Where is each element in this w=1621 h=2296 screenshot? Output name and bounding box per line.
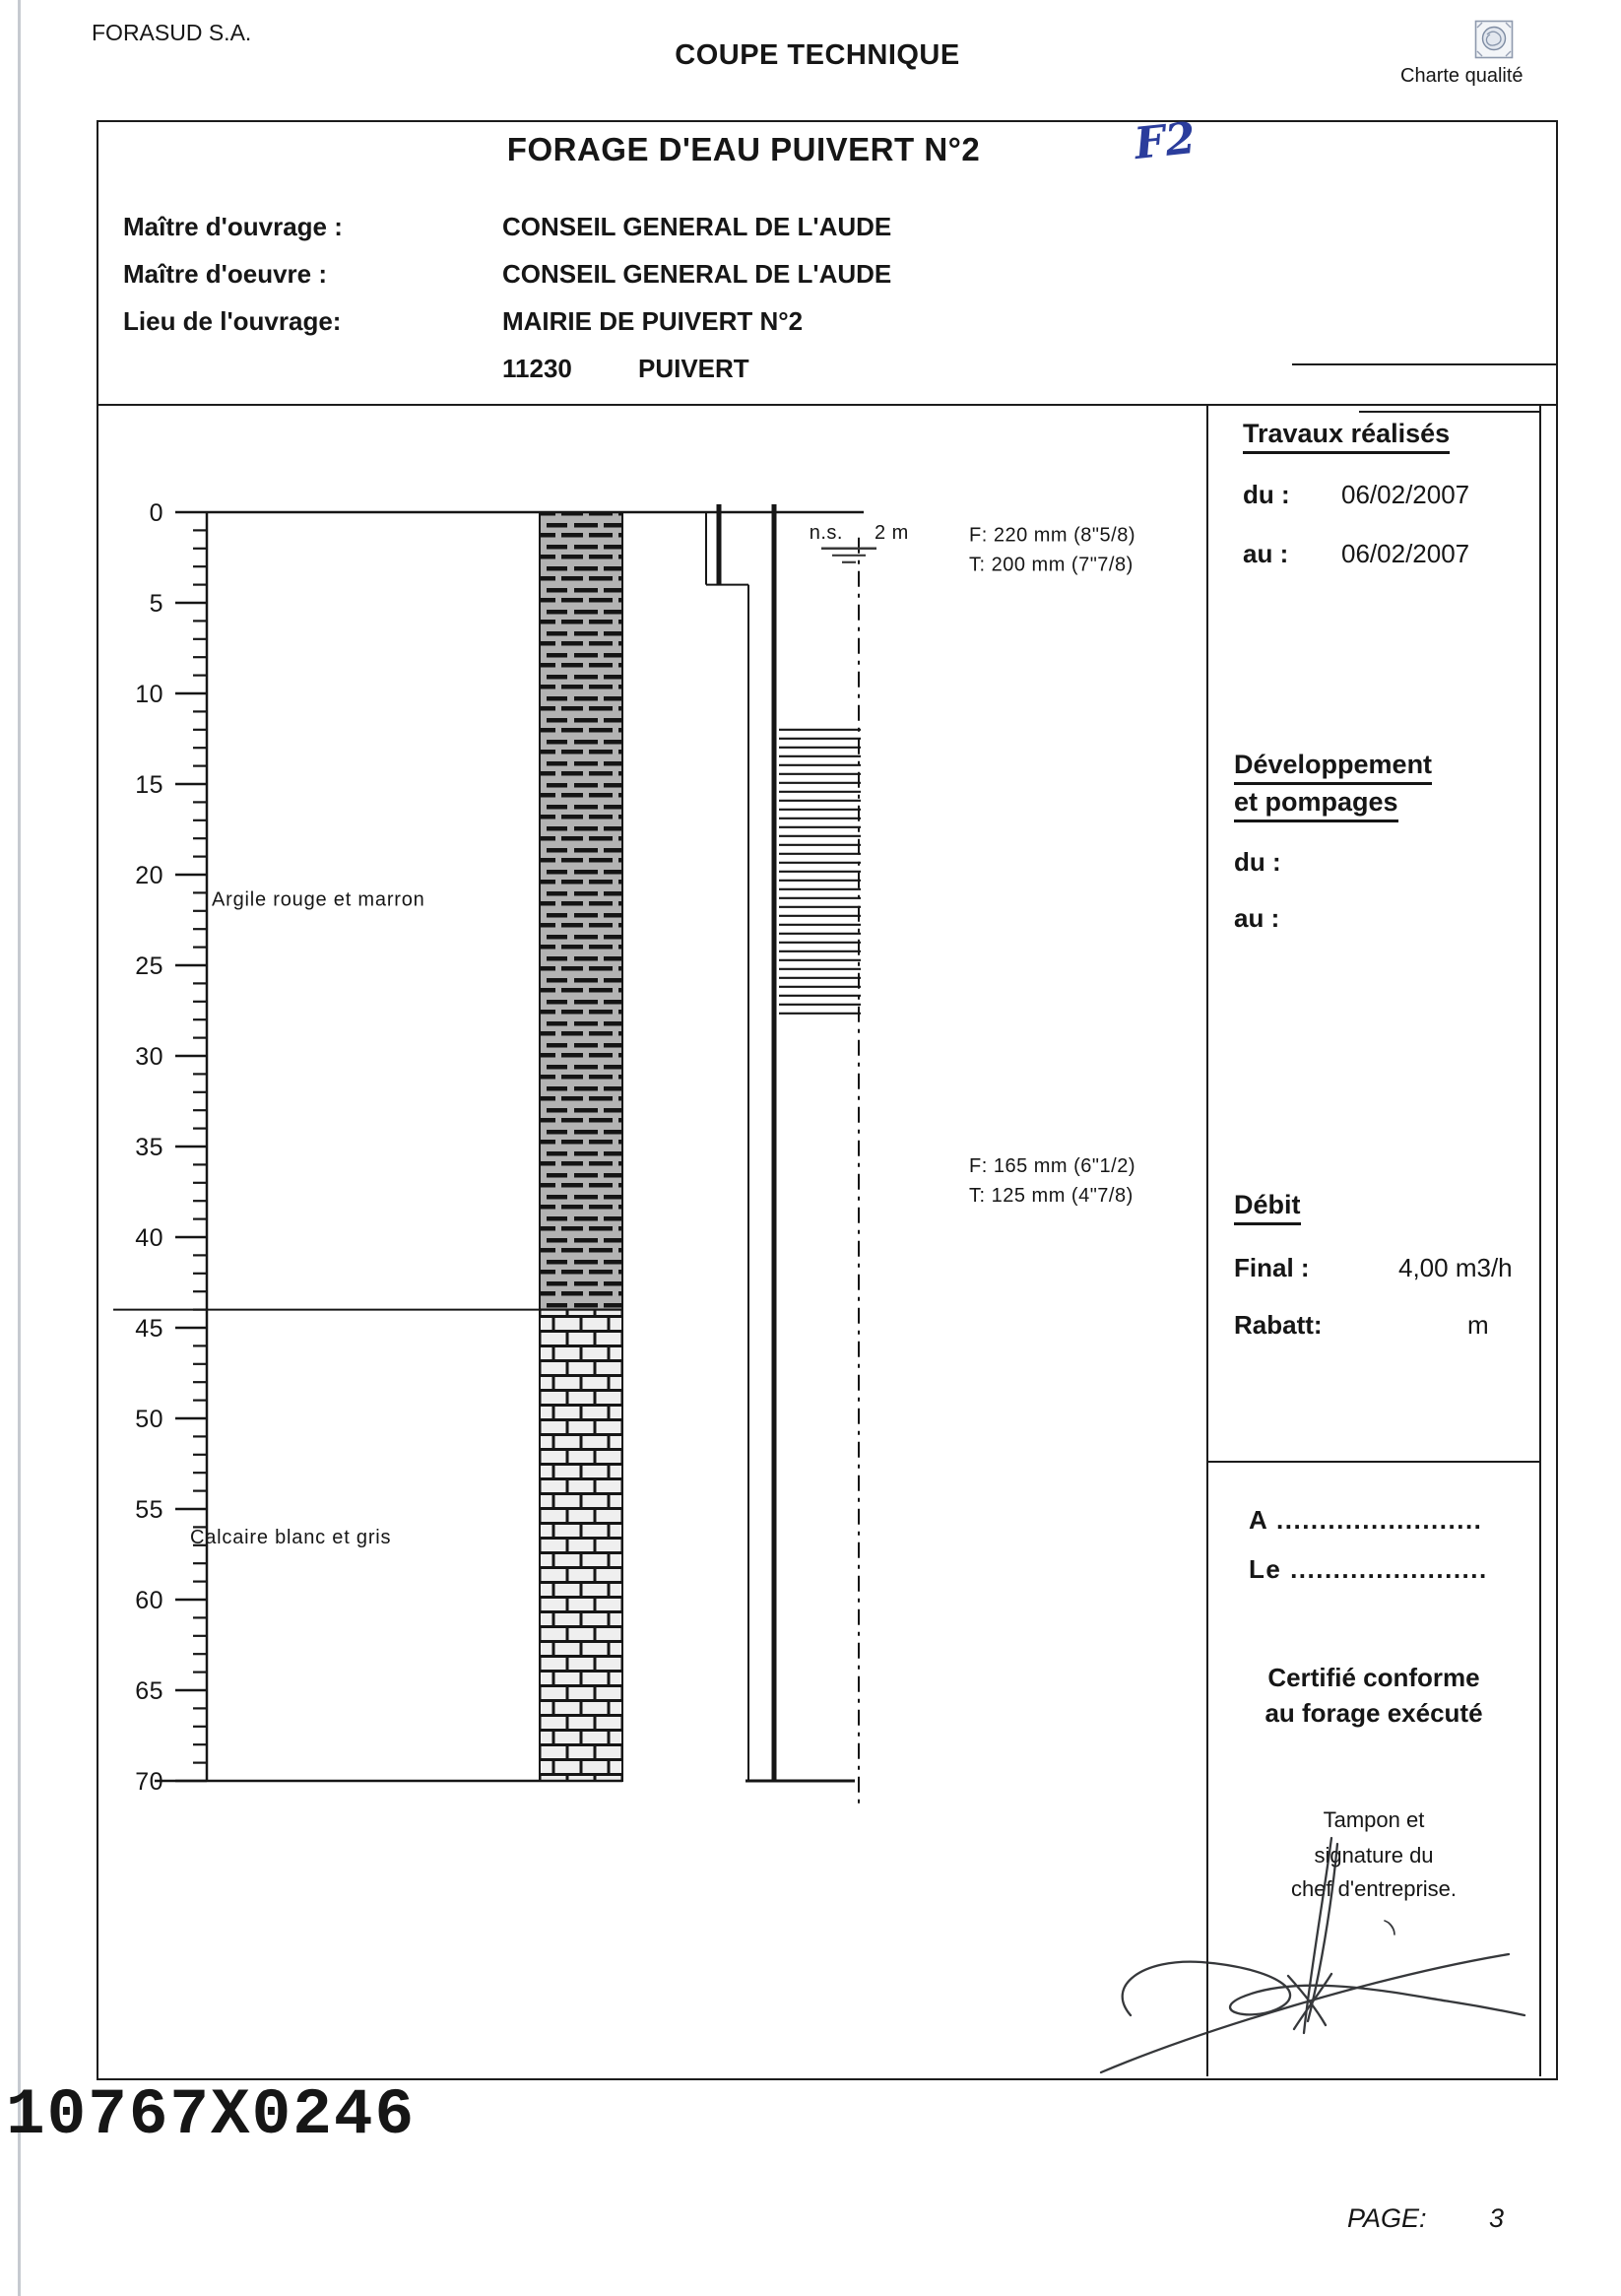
field-value-postal-code: 11230: [502, 354, 572, 383]
divider-artifact-line: [1292, 363, 1556, 365]
depth-scale: [135, 499, 207, 1796]
casing-annotation-line: F: 165 mm (6"1/2): [969, 1154, 1135, 1177]
document-code: 10767X0246: [6, 2078, 417, 2152]
quality-charter-label: Charte qualité: [1400, 65, 1524, 87]
depth-tick-label: 30: [135, 1043, 163, 1071]
field-value-maitre-ouvrage: CONSEIL GENERAL DE L'AUDE: [502, 212, 892, 241]
quality-stamp-icon: [1474, 20, 1514, 64]
certificate-le-line: Le .......................: [1249, 1554, 1488, 1584]
depth-tick-label: 25: [135, 952, 163, 980]
layer-label: Argile rouge et marron: [212, 888, 425, 911]
borehole-title: FORAGE D'EAU PUIVERT N°2: [506, 131, 981, 167]
layer-label: Calcaire blanc et gris: [190, 1526, 392, 1548]
stamp-note-line1: Tampon et: [1323, 1807, 1425, 1832]
depth-tick-label: 50: [135, 1406, 163, 1433]
depth-tick-label: 55: [135, 1496, 163, 1524]
depth-tick-label: 20: [135, 862, 163, 889]
debit-title-wrap: [1234, 1190, 1301, 1225]
depth-tick-label: 15: [135, 771, 163, 799]
dev-du-label: du :: [1234, 847, 1281, 877]
debit-rabatt-label: Rabatt:: [1234, 1310, 1323, 1340]
depth-tick-label: 10: [135, 681, 163, 708]
dev-title-line1: Développement: [1234, 750, 1432, 785]
document-title: COUPE TECHNIQUE: [675, 39, 960, 71]
layer-clay: [540, 512, 622, 1310]
travaux-au-value: 06/02/2007: [1341, 539, 1470, 568]
travaux-title-wrap: [1243, 419, 1450, 454]
depth-tick-label: 35: [135, 1134, 163, 1161]
debit-final-label: Final :: [1234, 1253, 1310, 1282]
field-label-maitre-ouvrage: Maître d'ouvrage :: [123, 212, 343, 241]
debit-title: Débit: [1234, 1190, 1301, 1225]
ns-label: n.s.: [809, 521, 843, 544]
field-value-lieu: MAIRIE DE PUIVERT N°2: [502, 306, 804, 336]
travaux-du-label: du :: [1243, 480, 1290, 509]
travaux-double-line: [1359, 411, 1539, 413]
travaux-du-value: 06/02/2007: [1341, 480, 1470, 509]
casing-annotation-line: F: 220 mm (8"5/8): [969, 524, 1135, 547]
depth-tick-label: 0: [149, 499, 163, 527]
casing-annotations: [969, 524, 1135, 1206]
depth-tick-label: 65: [135, 1677, 163, 1705]
ns-value: 2 m: [875, 521, 909, 544]
field-value-maitre-oeuvre: CONSEIL GENERAL DE L'AUDE: [502, 259, 892, 289]
casing-annotation-line: T: 125 mm (4"7/8): [969, 1184, 1134, 1207]
depth-tick-label: 70: [135, 1768, 163, 1796]
debit-rabatt-value: m: [1467, 1310, 1489, 1340]
stamp-note-line2: signature du: [1314, 1843, 1434, 1868]
field-label-maitre-oeuvre: Maître d'oeuvre :: [123, 259, 328, 289]
dev-title-line2-wrap: [1234, 787, 1398, 822]
certificate-line1: Certifié conforme: [1267, 1663, 1480, 1692]
page-label: PAGE:: [1347, 2203, 1427, 2233]
travaux-au-label: au :: [1243, 539, 1289, 568]
dev-title-line1-wrap: [1234, 750, 1432, 785]
handwritten-note: F2: [1132, 112, 1199, 170]
signature-box-top-line: [1206, 1461, 1539, 1463]
certificate-line2: au forage exécuté: [1264, 1698, 1483, 1728]
well-schematic: [207, 504, 864, 1804]
depth-tick-label: 45: [135, 1315, 163, 1343]
field-value-city: PUIVERT: [638, 354, 749, 383]
panel-right-line: [1539, 404, 1541, 2076]
debit-final-value: 4,00 m3/h: [1398, 1253, 1513, 1282]
dev-au-label: au :: [1234, 903, 1280, 933]
depth-tick-label: 60: [135, 1587, 163, 1614]
stamp-note-line3: chef d'entreprise.: [1290, 1876, 1458, 1901]
company-name: FORASUD S.A.: [92, 20, 252, 45]
depth-tick-label: 40: [135, 1224, 163, 1252]
travaux-title: Travaux réalisés: [1243, 419, 1450, 454]
scan-edge-band: [18, 0, 21, 2296]
certificate-a-line: A ........................: [1249, 1505, 1483, 1535]
borehole-diagram: [97, 404, 1206, 2076]
casing-annotation-line: T: 200 mm (7"7/8): [969, 554, 1134, 576]
depth-tick-label: 5: [149, 590, 163, 618]
layer-brick: [540, 1310, 622, 1781]
dev-title-line2: et pompages: [1234, 787, 1398, 822]
field-label-lieu: Lieu de l'ouvrage:: [123, 306, 342, 336]
page-number: 3: [1489, 2203, 1505, 2233]
